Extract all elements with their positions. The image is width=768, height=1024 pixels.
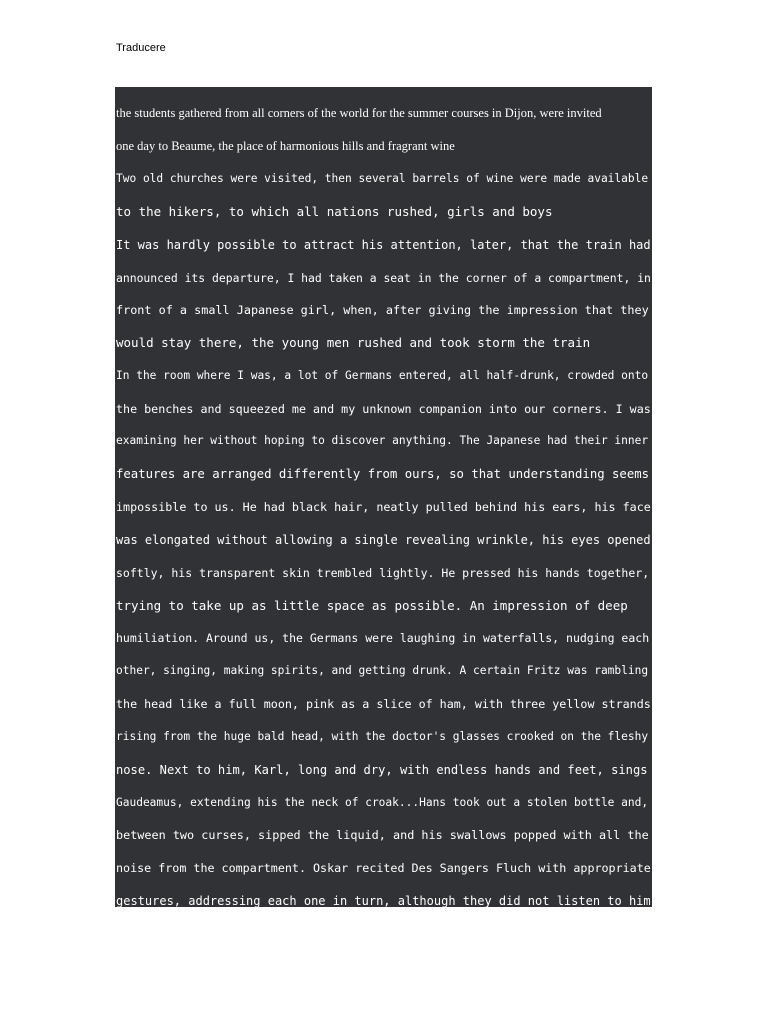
text-line: nose. Next to him, Karl, long and dry, with endless hands and feet, sings bbox=[116, 763, 648, 777]
text-line: was elongated without allowing a single revealing wrinkle, his eyes opened bbox=[116, 533, 651, 547]
text-line: other, singing, making spirits, and getting drunk. A certain Fritz was rambling bbox=[116, 664, 649, 677]
text-line: It was hardly possible to attract his attention, later, that the train had bbox=[116, 238, 651, 252]
text-line: softly, his transparent skin trembled lightly. He pressed his hands together, bbox=[116, 566, 650, 580]
text-line: In the room where I was, a lot of Germans entered, all half-drunk, crowded onto bbox=[116, 369, 649, 382]
text-line: impossible to us. He had black hair, neatly pulled behind his ears, his face bbox=[116, 500, 651, 514]
text-line: Gaudeamus, extending his the neck of croak...Hans took out a stolen bottle and, bbox=[116, 796, 649, 809]
text-line: examining her without hoping to discover anything. The Japanese had their inner bbox=[116, 434, 649, 447]
text-line: front of a small Japanese girl, when, after giving the impression that they bbox=[116, 303, 649, 317]
text-line: trying to take up as little space as possible. An impression of deep bbox=[116, 598, 628, 613]
text-line: the head like a full moon, pink as a slice of ham, with three yellow strands bbox=[116, 697, 651, 711]
text-line: announced its departure, I had taken a seat in the corner of a compartment, in bbox=[116, 271, 651, 285]
text-line: between two curses, sipped the liquid, and his swallows popped with all the bbox=[116, 828, 649, 842]
text-line: to the hikers, to which all nations rushed, girls and boys bbox=[116, 204, 553, 219]
text-line: the benches and squeezed me and my unknown companion into our corners. I was bbox=[116, 402, 651, 416]
text-line: the students gathered from all corners of the world for the summer courses in Dijon, were invited bbox=[116, 106, 602, 120]
text-line: noise from the compartment. Oskar recited Des Sangers Fluch with appropriate bbox=[116, 861, 651, 875]
text-line: features are arranged differently from ours, so that understanding seems bbox=[116, 467, 650, 481]
text-line: would stay there, the young men rushed and took storm the train bbox=[116, 335, 591, 350]
text-line: one day to Beaume, the place of harmonious hills and fragrant wine bbox=[116, 139, 455, 153]
text-line: humiliation. Around us, the Germans were laughing in waterfalls, nudging each bbox=[116, 631, 650, 645]
text-line: gestures, addressing each one in turn, although they did not listen to him bbox=[116, 894, 651, 907]
page-heading: Traducere bbox=[116, 42, 166, 54]
translated-text-panel bbox=[115, 87, 652, 907]
text-line: Two old churches were visited, then several barrels of wine were made available bbox=[116, 172, 649, 185]
text-line: rising from the huge bald head, with the doctor's glasses crooked on the fleshy bbox=[116, 730, 649, 743]
